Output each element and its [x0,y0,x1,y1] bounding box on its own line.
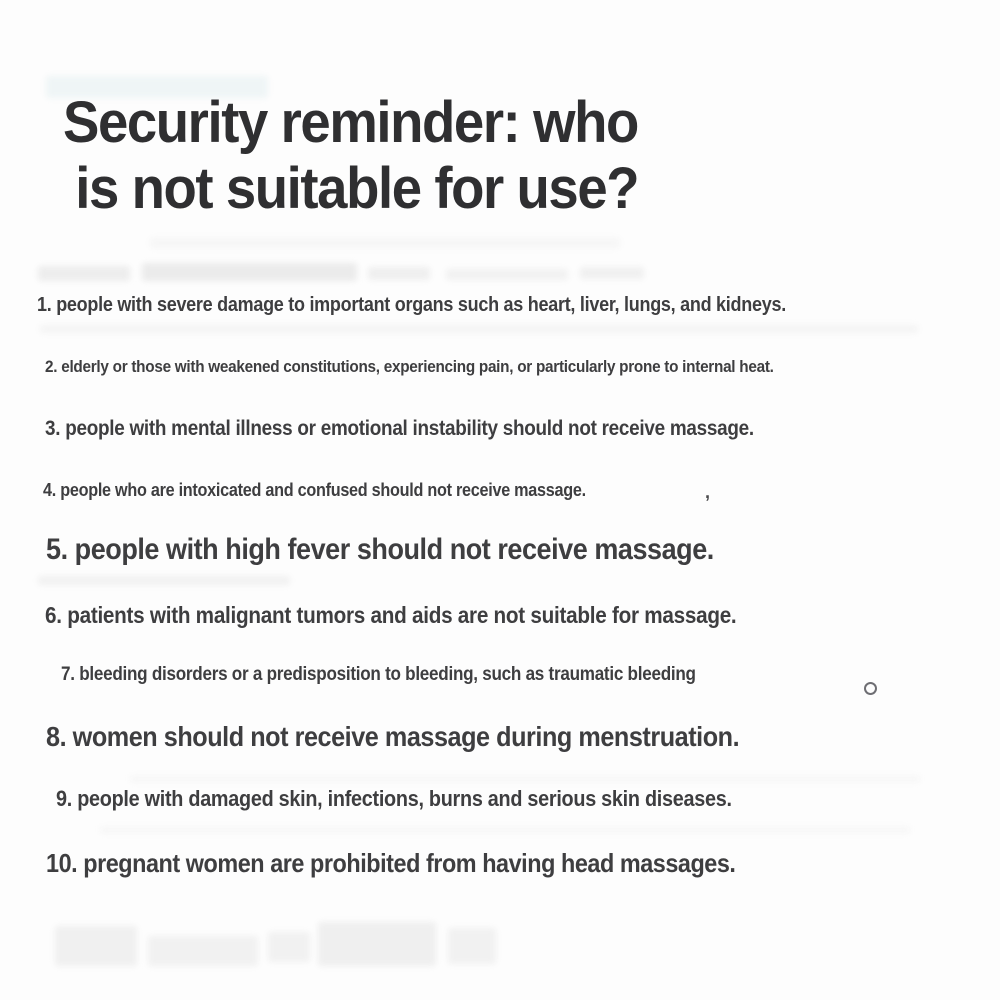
page-title-line2: is not suitable for use? [75,155,639,221]
stray-ring-mark [864,682,877,695]
ghost-text-artifact [55,926,137,966]
ghost-text-artifact [150,238,620,248]
ghost-text-artifact [38,576,290,585]
ghost-text-artifact [446,269,568,280]
list-item-5: 5. people with high fever should not receive massage. [46,533,714,566]
ghost-text-artifact [38,266,130,281]
list-item-8: 8. women should not receive massage during menstruation. [46,721,740,752]
ghost-text-artifact [448,928,496,964]
page-title-line1: Security reminder: who [63,90,638,155]
list-item-7: 7. bleeding disorders or a predisposition to bleeding, such as traumatic bleeding [61,664,696,685]
stray-comma-mark: , [705,482,711,502]
list-item-4: 4. people who are intoxicated and confused should not receive massage. [43,480,586,500]
list-item-9: 9. people with damaged skin, infections, burns and serious skin diseases. [56,786,732,811]
ghost-text-artifact [130,776,920,782]
ghost-text-artifact [100,827,910,833]
ghost-text-artifact [368,267,430,280]
page-title [63,90,638,221]
ghost-text-artifact [318,922,436,966]
ghost-text-artifact [40,325,918,333]
ghost-text-artifact [268,932,310,962]
list-item-10: 10. pregnant women are prohibited from having head massages. [46,848,736,878]
list-item-6: 6. patients with malignant tumors and aids are not suitable for massage. [45,602,737,628]
list-item-1: 1. people with severe damage to important organs such as heart, liver, lungs, and kidneys. [37,294,786,316]
ghost-text-artifact [148,936,258,966]
list-item-3: 3. people with mental illness or emotional instability should not receive massage. [45,417,754,440]
list-item-2: 2. elderly or those with weakened constitutions, experiencing pain, or particularly prone to internal heat. [45,357,774,376]
ghost-text-artifact [142,263,357,281]
ghost-text-artifact [580,267,644,279]
